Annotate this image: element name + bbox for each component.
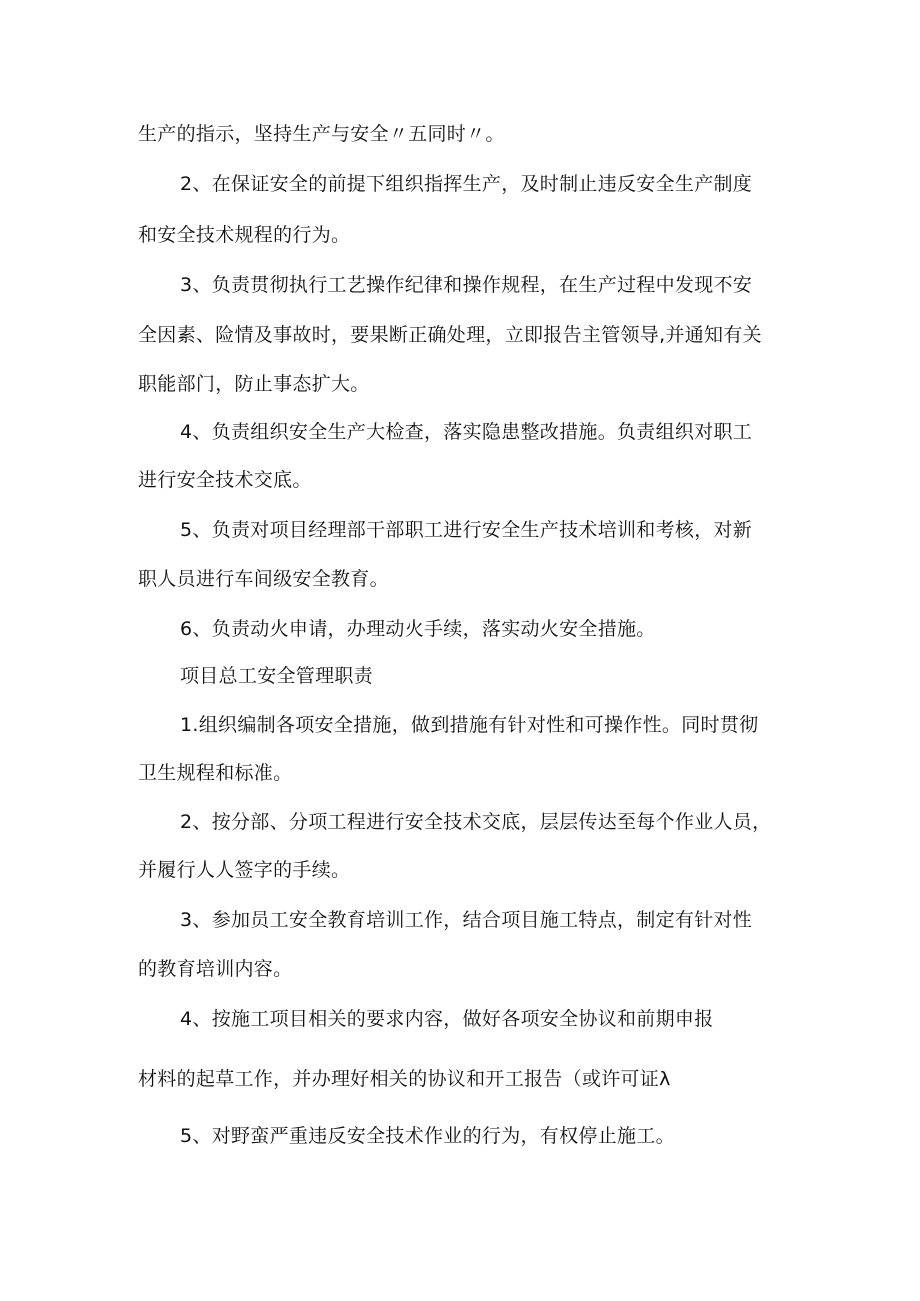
text-line: 3、参加员工安全教育培训工作，结合项目施工特点，制定有针对性 [180, 909, 753, 931]
text-line: 全因素、险情及事故时，要果断正确处理，立即报告主管领导,并通知有关 [138, 324, 762, 346]
text-line: 生产的指示，坚持生产与安全〃五同时〃。 [138, 123, 505, 145]
text-line: 5、负责对项目经理部干部职工进行安全生产技术培训和考核，对新 [180, 519, 753, 541]
text-line: 材料的起草工作，并办理好相关的协议和开工报告（或许可证λ [138, 1068, 671, 1090]
text-line: 2、按分部、分项工程进行安全技术交底，层层传达至每个作业人员， [180, 811, 772, 833]
text-line: 职人员进行车间级安全教育。 [138, 568, 389, 590]
text-line: 和安全技术规程的行为。 [138, 224, 351, 246]
text-line: 2、在保证安全的前提下组织指挥生产，及时制止违反安全生产制度 [180, 173, 753, 195]
section-heading: 项目总工安全管理职责 [180, 665, 374, 687]
text-line: 3、负责贯彻执行工艺操作纪律和操作规程，在生产过程中发现不安 [180, 274, 753, 296]
text-line: 的教育培训内容。 [138, 958, 293, 980]
text-line: 6、负责动火申请，办理动火手续，落实动火安全措施。 [180, 618, 656, 640]
text-line: 1.组织编制各项安全措施，做到措施有针对性和可操作性。同时贯彻 [180, 714, 759, 736]
text-line: 进行安全技术交底。 [138, 469, 312, 491]
text-line: 5、对野蛮严重违反安全技术作业的行为，有权停止施工。 [180, 1125, 675, 1147]
text-line: 并履行人人签字的手续。 [138, 859, 351, 881]
text-line: 4、负责组织安全生产大检查，落实隐患整改措施。负责组织对职工 [180, 421, 753, 443]
text-line: 4、按施工项目相关的要求内容，做好各项安全协议和前期申报 [180, 1008, 714, 1030]
text-line: 卫生规程和标准。 [138, 762, 293, 784]
text-line: 职能部门，防止事态扩大。 [138, 373, 370, 395]
